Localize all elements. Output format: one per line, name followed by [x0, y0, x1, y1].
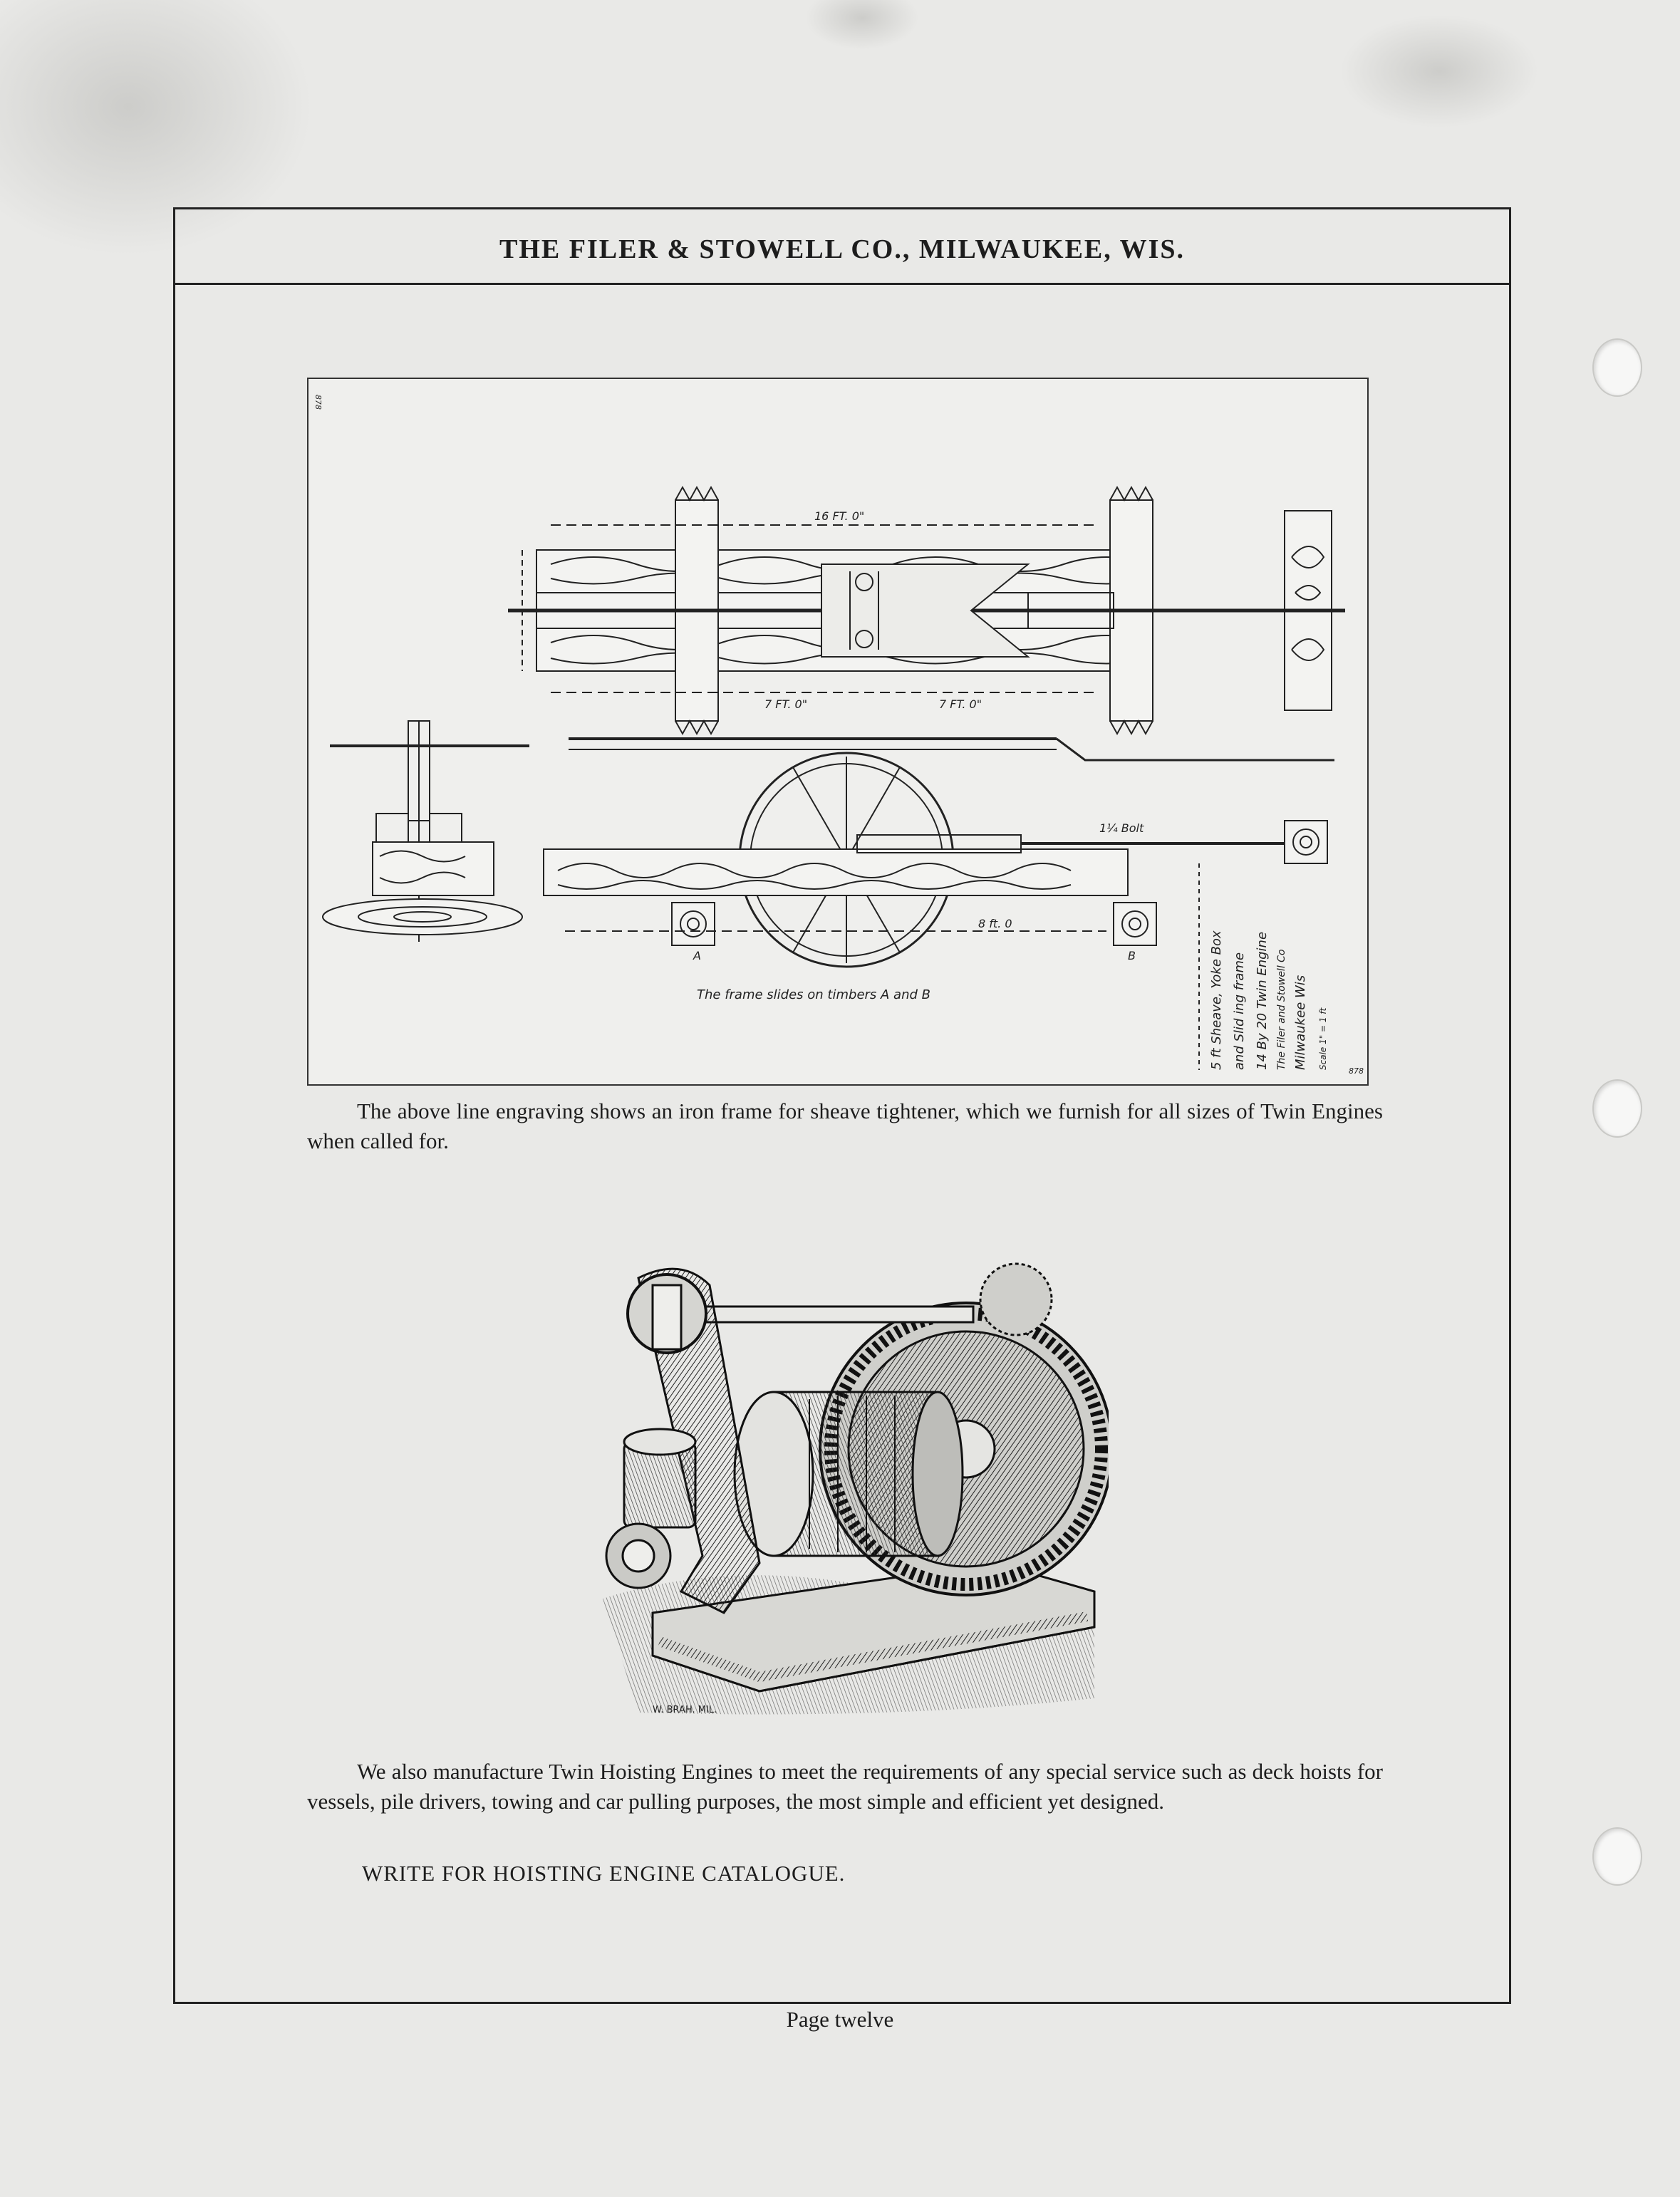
scale-note: Scale 1" = 1 ft: [1318, 1007, 1328, 1070]
dimension-bottom-label: 8 ft. 0: [978, 917, 1012, 930]
engine-svg: [596, 1257, 1109, 1727]
dimension-left-label: 7 FT. 0": [764, 697, 808, 711]
drawing-svg: [308, 379, 1367, 1084]
label-b: B: [1128, 949, 1136, 962]
page-title: THE FILER & STOWELL CO., MILWAUKEE, WIS.: [499, 234, 1185, 264]
punch-hole-middle: [1592, 1079, 1642, 1138]
frame-note: The frame slides on timbers A and B: [697, 987, 930, 1002]
engine-caption: We also manufacture Twin Hoisting Engines to meet the requirements of any special service such as deck hoists for vessels, pile drivers, towing and car pulling purposes, the most simple and efficient yet designed.: [307, 1759, 1383, 1814]
engraver-signature: W. BRAH. MIL.: [653, 1705, 717, 1715]
page-frame: [173, 207, 1511, 2004]
header-bar: [175, 209, 1509, 285]
bolt-note: 1¼ Bolt: [1099, 821, 1144, 835]
paper-stain: [805, 0, 919, 50]
title-block-line-1: 5 ft Sheave, Yoke Box: [1209, 930, 1224, 1070]
drawing-caption: The above line engraving shows an iron frame for sheave tightener, which we furnish for all sizes of Twin Engines when called for.: [307, 1098, 1383, 1153]
title-block-line-4: The Filer and Stowell Co: [1276, 949, 1287, 1070]
dimension-top-label: 16 FT. 0": [814, 509, 865, 523]
paper-stain: [1339, 14, 1539, 128]
page-number: Page twelve: [786, 2007, 894, 2032]
twin-hoisting-engine-engraving: [596, 1257, 1109, 1727]
corner-number: 878: [1349, 1066, 1364, 1076]
title-block-line-3: 14 By 20 Twin Engine: [1255, 931, 1270, 1070]
punch-hole-bottom: [1592, 1827, 1642, 1886]
label-a: A: [693, 949, 701, 962]
catalogue-call-to-action: WRITE FOR HOISTING ENGINE CATALOGUE.: [362, 1861, 846, 1886]
title-block-line-5: Milwaukee Wis: [1293, 975, 1308, 1070]
title-block-line-2: and Slid ing frame: [1232, 952, 1247, 1070]
corner-number-top: 878: [313, 395, 323, 410]
punch-hole-top: [1592, 338, 1642, 397]
dimension-right-label: 7 FT. 0": [939, 697, 982, 711]
sheave-frame-drawing: [307, 378, 1369, 1086]
